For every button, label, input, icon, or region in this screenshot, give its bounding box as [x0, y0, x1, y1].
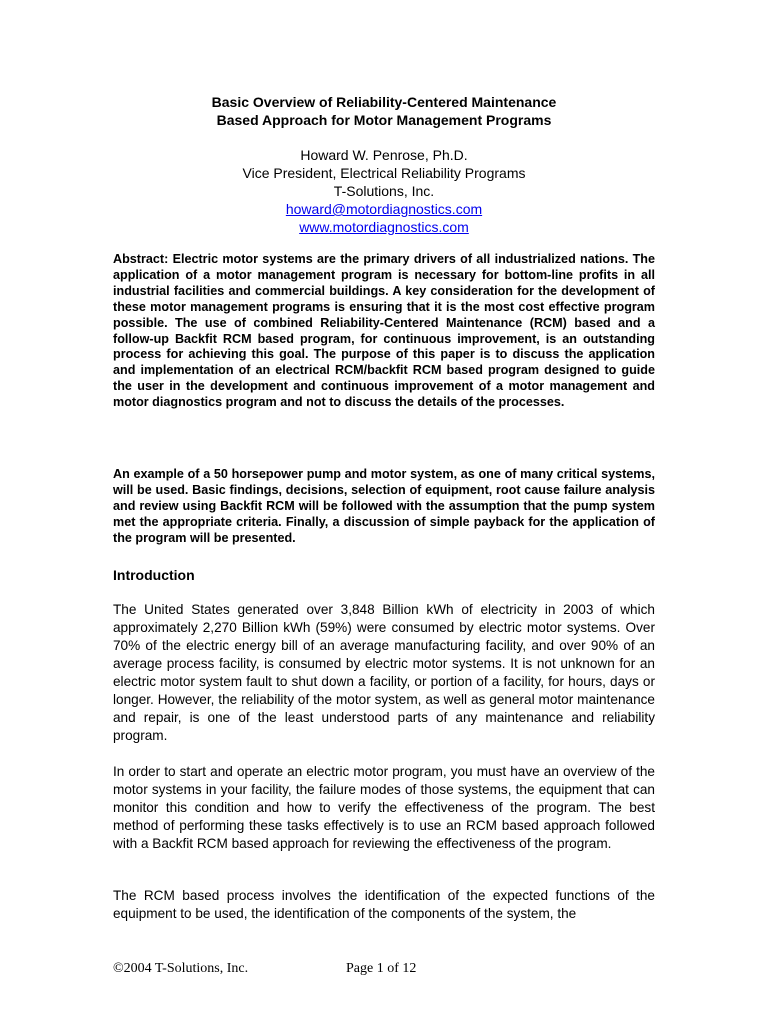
paper-title [0, 93, 768, 129]
website-link[interactable]: www.motordiagnostics.com [299, 219, 469, 235]
author-company: T-Solutions, Inc. [333, 183, 435, 199]
body-paragraph: The RCM based process involves the identification of the expected functions of the equipment to be used, the identification of the components of the system, the [113, 888, 655, 921]
title-line-1: Basic Overview of Reliability-Centered Maintenance [211, 94, 557, 110]
abstract-paragraph: Abstract: Electric motor systems are the primary drivers of all industrialized nations. The application of a motor management program is necessary for bottom-line profits in all industrial facilities and commercial buildings. A key consideration for the development of these motor management programs is ensuring that it is the most cost effective program possible. The use of combined Reliability-Centered Maintenance (RCM) based and a follow-up Backfit RCM based program, for continuous improvement, is an outstanding process for achieving this goal. The purpose of this paper is to discuss the application and implementation of an electrical RCM/backfit RCM based program designed to guide the user in the development and continuous improvement of a motor management and motor diagnostics program and not to discuss the details of the processes. [113, 252, 655, 410]
author-block [0, 146, 768, 236]
footer-page-number: Page 1 of 12 [346, 961, 417, 976]
body-paragraph: In order to start and operate an electric motor program, you must have an overview of the motor systems in your facility, the failure modes of those systems, the equipment that can monitor this condition and how to verify the effectiveness of the program. The best method of performing these tasks effectively is to use an RCM based approach followed with a Backfit RCM based approach for reviewing the effectiveness of the program. [113, 764, 655, 851]
author-name: Howard W. Penrose, Ph.D. [300, 147, 468, 163]
section-heading-introduction: Introduction [113, 567, 195, 583]
body-paragraph: The United States generated over 3,848 Billion kWh of electricity in 2003 of which approximately 2,270 Billion kWh (59%) were consumed by electric motor systems. Over 70% of the electric energy bill of an average manufacturing facility, and over 90% of an average process facility, is consumed by electric motor systems. It is not unknown for an electric motor system fault to shut down a facility, or portion of a facility, for hours, days or longer. However, the reliability of the motor system, as well as general motor maintenance and repair, is one of the least understood parts of any maintenance and reliability program. [113, 602, 655, 743]
author-title: Vice President, Electrical Reliability Programs [242, 165, 526, 181]
email-link[interactable]: howard@motordiagnostics.com [285, 201, 483, 217]
footer-copyright: ©2004 T-Solutions, Inc. [113, 961, 249, 976]
example-paragraph: An example of a 50 horsepower pump and motor system, as one of many critical systems, will be used. Basic findings, decisions, selection of equipment, root cause failure analysis and review using Backfit RCM will be followed with the assumption that the pump system met the appropriate criteria. Finally, a discussion of simple payback for the application of the program will be presented. [113, 467, 655, 545]
title-line-2: Based Approach for Motor Management Programs [216, 112, 552, 128]
